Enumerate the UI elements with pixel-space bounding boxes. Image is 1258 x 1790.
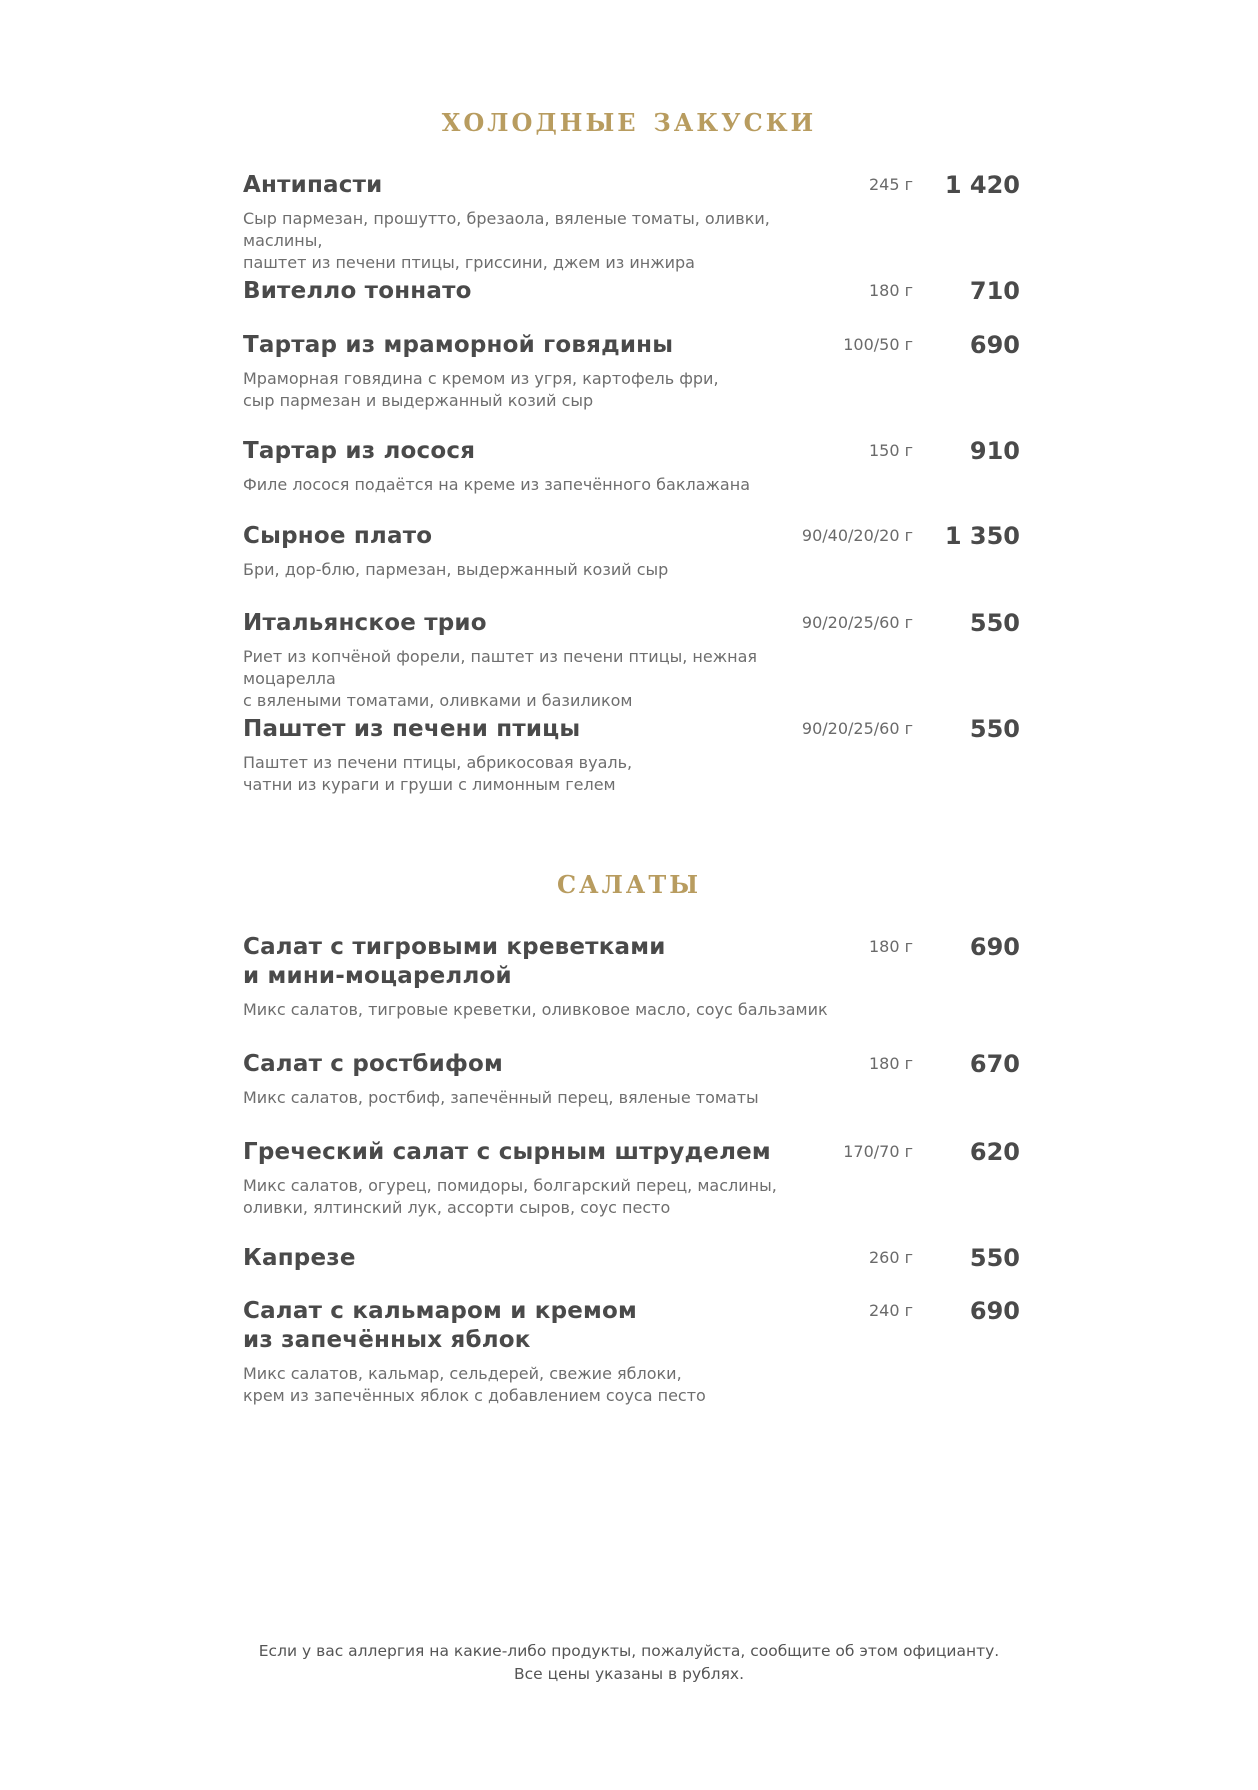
item-name: Антипасти xyxy=(243,172,383,198)
section-title-salads: салаты xyxy=(556,862,702,902)
item-name: Паштет из печени птицы xyxy=(243,716,581,742)
allergy-notice xyxy=(0,1640,1258,1686)
menu-item xyxy=(243,715,1020,796)
item-name: Салат с кальмаром и кремом из запечённых яблок xyxy=(243,1298,638,1353)
item-name: Греческий салат с сырным штруделем xyxy=(243,1139,771,1165)
item-price: 690 xyxy=(969,1297,1020,1325)
item-description: Мраморная говядина с кремом из угря, картофель фри, сыр пармезан и выдержанный козий сыр xyxy=(243,369,719,410)
item-description: Бри, дор-блю, пармезан, выдержанный козий сыр xyxy=(243,560,669,579)
menu-item xyxy=(243,277,1020,306)
item-price: 550 xyxy=(969,1244,1020,1272)
item-description: Микс салатов, огурец, помидоры, болгарский перец, маслины, оливки, ялтинский лук, ассорти сыров, соус песто xyxy=(243,1176,777,1217)
item-name: Салат с ростбифом xyxy=(243,1051,503,1077)
item-name: Салат с тигровыми креветками и мини-моцареллой xyxy=(243,934,666,989)
item-name: Капрезе xyxy=(243,1245,356,1271)
item-name: Тартар из лосося xyxy=(243,438,476,464)
item-weight: 180 г xyxy=(868,937,913,956)
item-weight: 180 г xyxy=(868,1054,913,1073)
item-weight: 245 г xyxy=(868,175,913,194)
menu-item xyxy=(243,1244,1020,1273)
item-price: 690 xyxy=(969,933,1020,961)
item-price: 620 xyxy=(969,1138,1020,1166)
item-weight: 170/70 г xyxy=(843,1142,913,1161)
item-weight: 240 г xyxy=(868,1301,913,1320)
item-price: 910 xyxy=(969,437,1020,465)
menu-item xyxy=(243,171,1020,274)
item-description: Риет из копчёной форели, паштет из печени птицы, нежная моцарелла с вялеными томатами, оливками и базиликом xyxy=(243,647,757,710)
item-price: 550 xyxy=(969,715,1020,743)
item-name: Сырное плато xyxy=(243,523,433,549)
menu-item xyxy=(243,1138,1020,1219)
menu-item xyxy=(243,522,1020,581)
item-weight: 150 г xyxy=(868,441,913,460)
item-weight: 180 г xyxy=(868,281,913,300)
footer-line: Если у вас аллергия на какие-либо продукты, пожалуйста, сообщите об этом официанту. xyxy=(258,1642,1000,1660)
menu-item xyxy=(243,1297,1020,1407)
item-name: Тартар из мраморной говядины xyxy=(243,332,674,358)
menu-item xyxy=(243,1050,1020,1109)
menu-item xyxy=(243,933,1020,1021)
section-title-cold-appetizers: холодные закуски xyxy=(441,100,817,140)
item-description: Микс салатов, ростбиф, запечённый перец, вяленые томаты xyxy=(243,1088,759,1107)
footer-line: Все цены указаны в рублях. xyxy=(513,1665,745,1683)
item-price: 670 xyxy=(969,1050,1020,1078)
item-description: Филе лосося подаётся на креме из запечённого баклажана xyxy=(243,475,750,494)
item-description: Микс салатов, тигровые креветки, оливковое масло, соус бальзамик xyxy=(243,1000,828,1019)
menu-item xyxy=(243,437,1020,496)
item-weight: 90/20/25/60 г xyxy=(801,719,913,738)
item-price: 550 xyxy=(969,609,1020,637)
item-description: Сыр пармезан, прошутто, брезаола, вяленые томаты, оливки, маслины, паштет из печени птицы, гриссини, джем из инжира xyxy=(243,209,770,272)
item-weight: 260 г xyxy=(868,1248,913,1267)
item-price: 1 420 xyxy=(944,171,1020,199)
item-weight: 90/40/20/20 г xyxy=(801,526,913,545)
item-description: Паштет из печени птицы, абрикосовая вуаль, чатни из кураги и груши с лимонным гелем xyxy=(243,753,633,794)
item-weight: 90/20/25/60 г xyxy=(801,613,913,632)
item-description: Микс салатов, кальмар, сельдерей, свежие яблоки, крем из запечённых яблок с добавлением соуса песто xyxy=(243,1364,706,1405)
item-price: 1 350 xyxy=(944,522,1020,550)
item-price: 710 xyxy=(969,277,1020,305)
item-weight: 100/50 г xyxy=(843,335,913,354)
item-price: 690 xyxy=(969,331,1020,359)
item-name: Итальянское трио xyxy=(243,610,487,636)
menu-item xyxy=(243,609,1020,712)
menu-item xyxy=(243,331,1020,412)
item-name: Вителло тоннато xyxy=(243,278,472,304)
